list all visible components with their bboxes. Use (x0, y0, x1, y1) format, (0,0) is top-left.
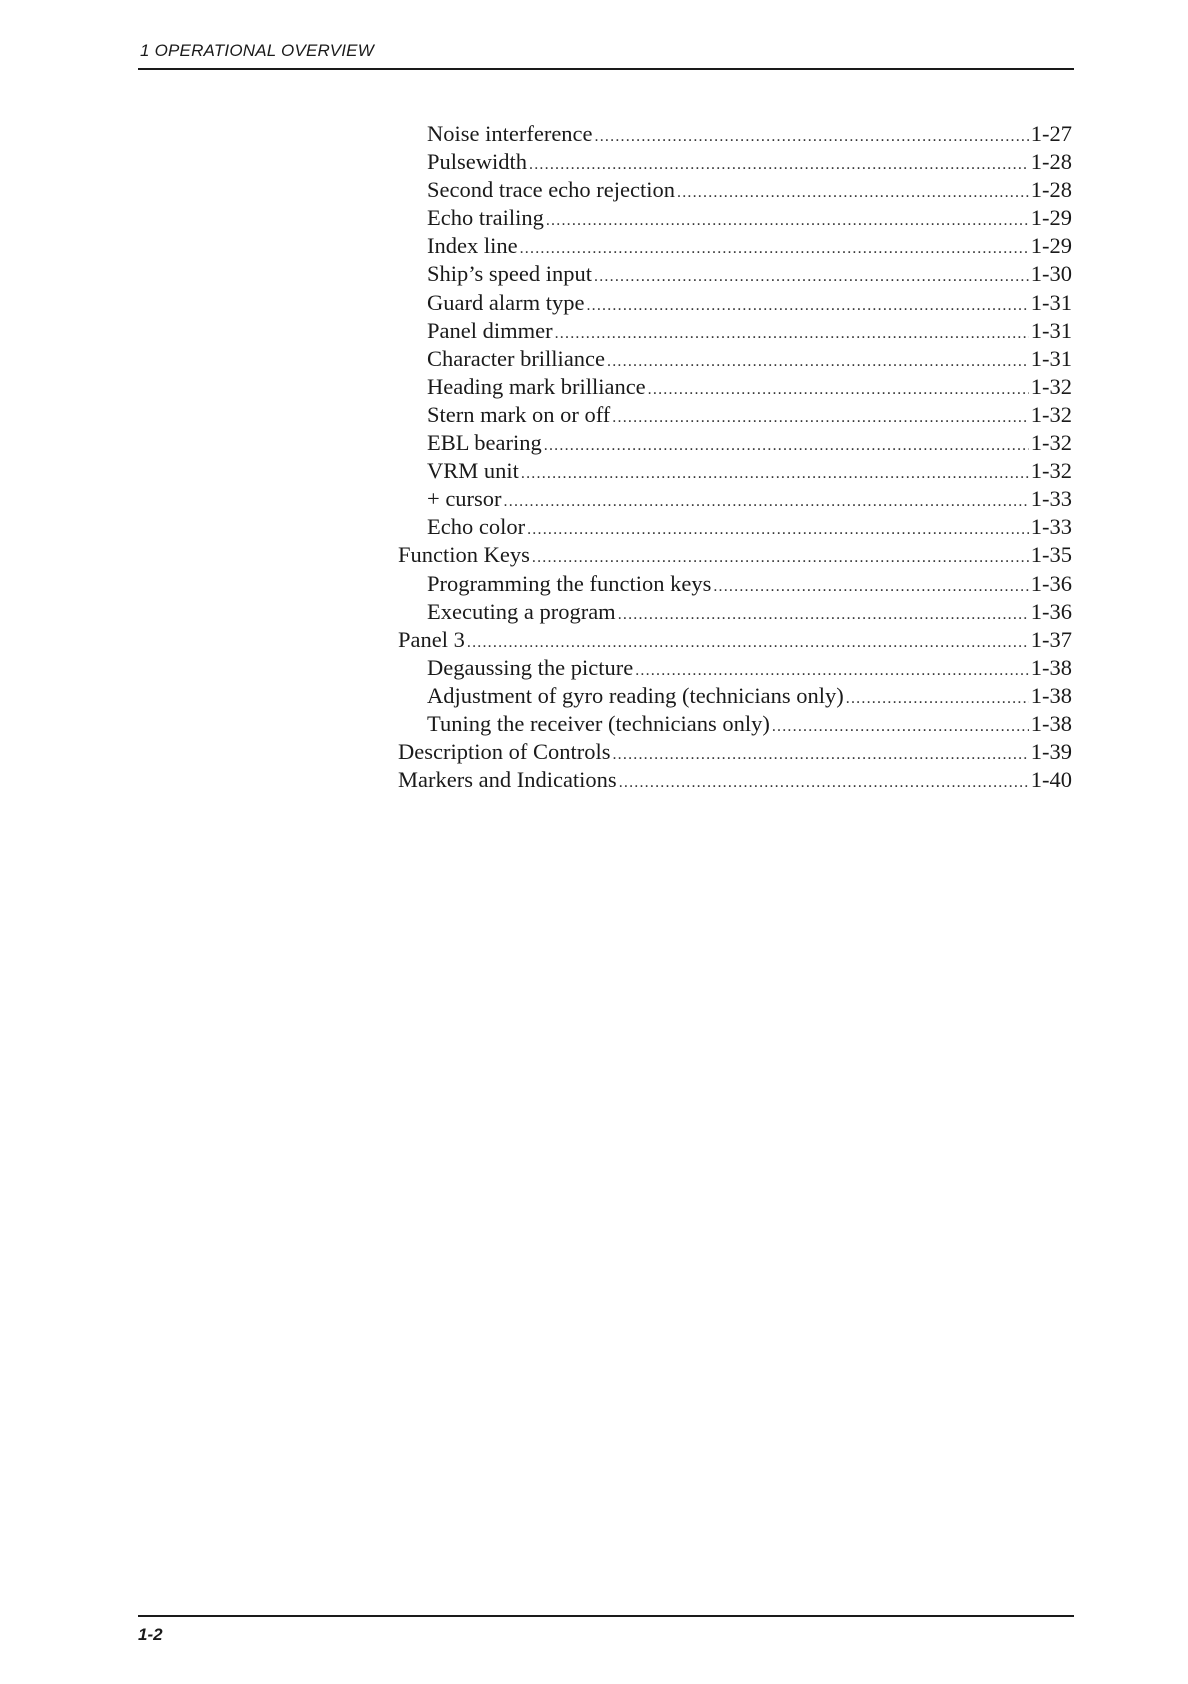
toc-entry-label: Heading mark brilliance (427, 373, 646, 399)
toc-dot-leader (532, 544, 1029, 572)
toc-entry-label: VRM unit (427, 458, 519, 484)
toc-entry-page: 1-36 (1030, 598, 1072, 624)
toc-entry (398, 570, 1072, 598)
toc-entry (398, 513, 1072, 541)
toc-dot-leader (594, 263, 1029, 291)
toc-dot-leader (595, 123, 1029, 151)
toc-entry-page: 1-31 (1030, 289, 1072, 315)
toc-entry-page: 1-32 (1030, 401, 1072, 427)
toc-dot-leader (677, 179, 1029, 207)
toc-entry (398, 317, 1072, 345)
toc-entry-page: 1-28 (1030, 149, 1072, 175)
toc-entry-page: 1-28 (1030, 177, 1072, 203)
toc-dot-leader (635, 657, 1029, 685)
page-number: 1-2 (138, 1625, 163, 1644)
header-rule (138, 68, 1074, 70)
toc-entry-label: Panel dimmer (427, 317, 553, 343)
toc-entry-label: Echo color (427, 514, 526, 540)
toc-entry-label: Guard alarm type (427, 289, 585, 315)
toc-entry-page: 1-32 (1030, 430, 1072, 456)
toc-dot-leader (544, 432, 1029, 460)
toc-entry-label: Programming the function keys (427, 570, 712, 596)
toc-entry-label: Index line (427, 233, 518, 259)
toc-dot-leader (555, 320, 1029, 348)
toc-entry-label: Noise interference (427, 121, 593, 146)
toc-entry (398, 176, 1072, 204)
toc-entry-page: 1-33 (1030, 514, 1072, 540)
toc-entry (398, 485, 1072, 513)
toc-dot-leader (648, 376, 1029, 404)
toc-entry-page: 1-39 (1030, 739, 1072, 765)
toc-dot-leader (846, 685, 1029, 713)
toc-entry (398, 710, 1072, 738)
running-header: 1 OPERATIONAL OVERVIEW (140, 41, 374, 60)
toc-dot-leader (713, 573, 1028, 601)
toc-entry-page: 1-30 (1030, 261, 1072, 287)
toc-entry-page: 1-35 (1030, 542, 1072, 568)
toc-entry (398, 429, 1072, 457)
toc-entry-label: Markers and Indications (398, 767, 617, 793)
toc-entry-page: 1-37 (1030, 626, 1072, 652)
toc-entry-page: 1-38 (1030, 710, 1072, 736)
toc-dot-leader (618, 601, 1029, 629)
toc-entry-label: Panel 3 (398, 626, 465, 652)
toc-entry (398, 345, 1072, 373)
toc-entry (398, 654, 1072, 682)
table-of-contents (398, 120, 1072, 794)
toc-entry-label: Description of Controls (398, 739, 611, 765)
toc-entry (398, 289, 1072, 317)
toc-entry (398, 457, 1072, 485)
toc-entry-label: Pulsewidth (427, 149, 528, 175)
toc-dot-leader (527, 516, 1029, 544)
toc-entry (398, 626, 1072, 654)
toc-entry (398, 120, 1072, 148)
toc-entry (398, 598, 1072, 626)
toc-entry (398, 260, 1072, 288)
toc-entry-page: 1-31 (1030, 317, 1072, 343)
toc-dot-leader (612, 741, 1028, 769)
toc-entry (398, 373, 1072, 401)
toc-entry-label: Second trace echo rejection (427, 177, 675, 203)
toc-dot-leader (619, 769, 1029, 797)
toc-entry-page: 1-32 (1030, 373, 1072, 399)
toc-dot-leader (772, 713, 1029, 741)
toc-entry-page: 1-31 (1030, 345, 1072, 371)
toc-entry-page: 1-38 (1030, 654, 1072, 680)
toc-entry-label: Character brilliance (427, 345, 606, 371)
toc-entry-label: Echo trailing (427, 205, 544, 231)
footer-rule (138, 1615, 1074, 1617)
toc-entry-page: 1-27 (1030, 121, 1072, 146)
toc-dot-leader (504, 488, 1029, 516)
toc-entry-label: + cursor (427, 486, 502, 512)
toc-entry-label: EBL bearing (427, 430, 542, 456)
toc-entry-label: Adjustment of gyro reading (technicians only) (427, 682, 844, 708)
toc-entry-page: 1-33 (1030, 486, 1072, 512)
toc-dot-leader (520, 235, 1029, 263)
toc-entry (398, 541, 1072, 569)
toc-entry (398, 738, 1072, 766)
toc-dot-leader (612, 404, 1028, 432)
toc-entry (398, 766, 1072, 794)
toc-entry-page: 1-29 (1030, 233, 1072, 259)
toc-entry (398, 682, 1072, 710)
toc-dot-leader (521, 460, 1029, 488)
toc-dot-leader (467, 629, 1029, 657)
toc-entry-page: 1-32 (1030, 458, 1072, 484)
toc-entry-page: 1-38 (1030, 682, 1072, 708)
toc-entry (398, 148, 1072, 176)
toc-dot-leader (607, 348, 1029, 376)
toc-dot-leader (546, 207, 1029, 235)
toc-entry (398, 232, 1072, 260)
toc-entry-label: Executing a program (427, 598, 616, 624)
toc-dot-leader (529, 151, 1029, 179)
toc-entry-label: Ship’s speed input (427, 261, 593, 287)
toc-dot-leader (586, 292, 1028, 320)
toc-entry-page: 1-36 (1030, 570, 1072, 596)
toc-entry-page: 1-29 (1030, 205, 1072, 231)
toc-entry-label: Degaussing the picture (427, 654, 634, 680)
toc-entry (398, 204, 1072, 232)
toc-entry-label: Function Keys (398, 542, 530, 568)
toc-entry-label: Tuning the receiver (technicians only) (427, 710, 770, 736)
toc-entry-page: 1-40 (1030, 767, 1072, 793)
toc-entry-label: Stern mark on or off (427, 401, 611, 427)
toc-entry (398, 401, 1072, 429)
